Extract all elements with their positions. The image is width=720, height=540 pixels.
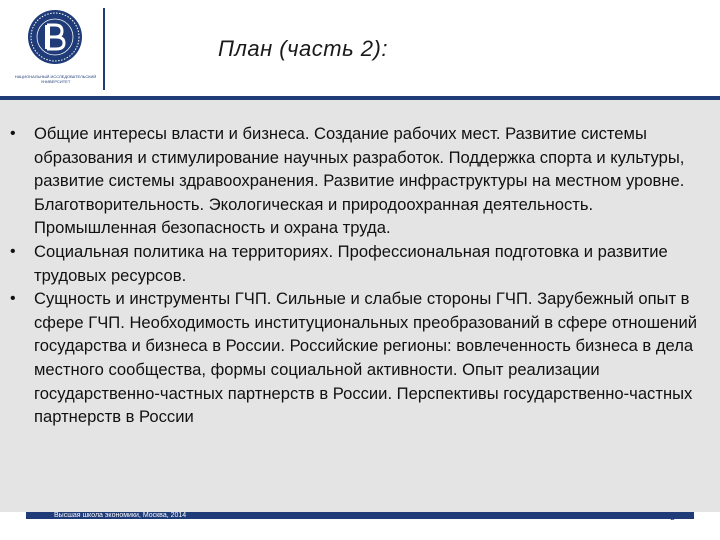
- bullet-dot-icon: •: [10, 125, 16, 142]
- slide-footer: [0, 512, 720, 540]
- header-divider: [103, 8, 105, 90]
- slide-content: [0, 100, 720, 512]
- logo-caption: НАЦИОНАЛЬНЫЙ ИССЛЕДОВАТЕЛЬСКИЙ УНИВЕРСИТЕТ: [14, 74, 97, 84]
- footer-text: Высшая школа экономики, Москва, 2014: [54, 512, 187, 519]
- slide-header: [0, 0, 720, 96]
- logo-block: [8, 8, 103, 94]
- bullet-dot-icon: •: [10, 242, 16, 260]
- footer-bar: [26, 512, 694, 519]
- slide-title: План (часть 2):: [218, 36, 388, 61]
- hse-logo-icon: [28, 10, 82, 64]
- bullet-list: [10, 122, 710, 429]
- bullet-item: [10, 240, 710, 287]
- page-number: 3: [670, 512, 676, 522]
- bullet-text: Общие интересы власти и бизнеса. Создание рабочих мест. Развитие системы образования и стимулирование научных разработок. Поддержка спорта и культуры, развитие системы здравоохранения. Развитие инфраструктуры на местном уровне. Благотворительность. Экологическая и природоохранная деятельность. Промышленная безопасность и охрана труда.: [34, 124, 685, 238]
- bullet-text: Сущность и инструменты ГЧП. Сильные и слабые стороны ГЧП. Зарубежный опыт в сфере ГЧП. Необходимость институциональных преобразований в сфере отношений государства и бизнеса в России. Российские регионы: вовлеченность бизнеса в дела местного сообщества, формы социальной активности. Опыт реализации государственно-частных партнерств в России. Перспективы государственно-частных партнерств в России: [34, 289, 697, 427]
- bullet-dot-icon: •: [10, 290, 16, 308]
- bullet-text: Социальная политика на территориях. Профессиональная подготовка и развитие трудовых ресурсов.: [34, 241, 668, 285]
- bullet-item: [10, 122, 710, 240]
- bullet-item: [10, 287, 710, 429]
